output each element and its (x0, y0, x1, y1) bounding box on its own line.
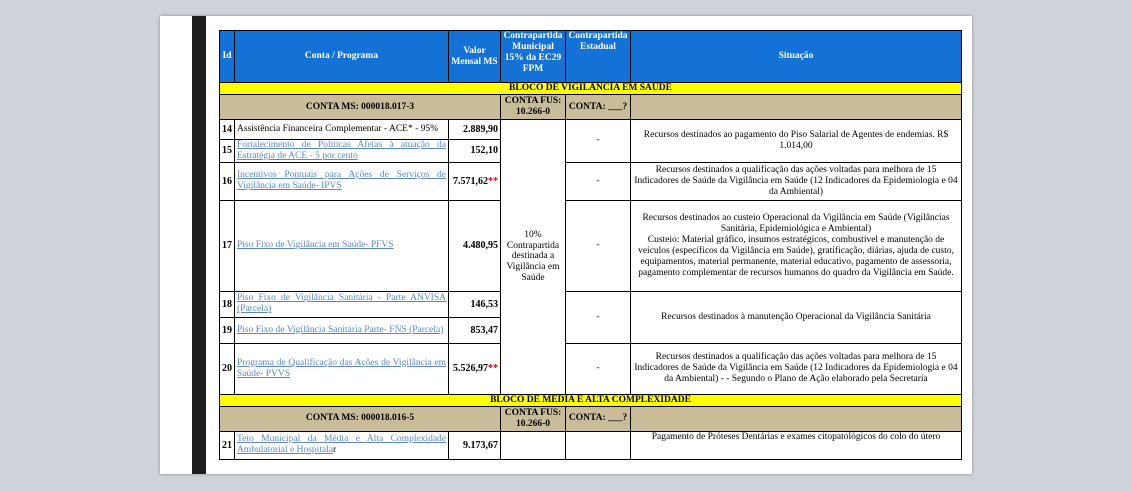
row-valor: 152,10 (449, 140, 501, 163)
header-valor: Valor Mensal MS (449, 31, 501, 83)
table-row (220, 162, 962, 200)
row-estadual: - (566, 120, 631, 163)
conta-row (220, 406, 962, 431)
row-estadual: - (566, 291, 631, 343)
row-situacao: Recursos destinados à manutenção Operacional da Vigilância Sanitária (631, 291, 962, 343)
table-row (220, 343, 962, 394)
row-estadual (566, 431, 631, 459)
header-contra-estadual: Contrapartida Estadual (566, 31, 631, 83)
block1-conta-empty (631, 95, 962, 120)
header-conta: Conta / Programa (235, 31, 449, 83)
row-valor: 9.173,67 (449, 431, 501, 459)
block1-conta-fus: CONTA FUS: 10.266-0 (501, 95, 566, 120)
table-row (220, 200, 962, 291)
block2-conta-est: CONTA: ___? (566, 406, 631, 431)
block2-conta-empty (631, 406, 962, 431)
row-situacao: Recursos destinados a qualificação das ações voltadas para melhora de 15 Indicadores de Saúde da Vigilância em Saúde (12 Indicadores da Epidemiologia e 04 da Ambiental) (631, 162, 962, 200)
row-valor: 146,53 (449, 291, 501, 317)
row-situacao: Recursos destinados ao pagamento do Piso Salarial de Agentes de endemias. R$ 1.014,00 (631, 120, 962, 163)
row-programa: Assistência Financeira Complementar - ACE* - 95% (235, 120, 449, 140)
block-title-row (220, 83, 962, 95)
block-title-row (220, 394, 962, 406)
row-id: 15 (220, 140, 235, 163)
row-programa-link[interactable]: Fortalecimento de Políticas Afetas à atuação da Estratégia de ACE - 5 por cento (235, 140, 449, 163)
row-estadual: - (566, 162, 631, 200)
block1-title: BLOCO DE VIGILÂNCIA EM SAÚDE (220, 83, 962, 95)
row-id: 17 (220, 200, 235, 291)
row-situacao: Recursos destinados a qualificação das ações voltadas para melhora de 15 Indicadores de Saúde da Vigilância em Saúde (12 Indicadores da Epidemiologia e 04 da Ambiental) - - Segundo o Plano de Ação elaborado pela Secretaria (631, 343, 962, 394)
header-situacao: Situação (631, 31, 962, 83)
row-valor: 4.480,95 (449, 200, 501, 291)
row-valor: 853,47 (449, 317, 501, 343)
row-id: 19 (220, 317, 235, 343)
row-programa-link[interactable]: Piso Fixo de Vigilância em Saúde- PFVS (235, 200, 449, 291)
row-valor: 5.526,97** (449, 343, 501, 394)
row-id: 18 (220, 291, 235, 317)
block1-conta-ms: CONTA MS: 000018.017-3 (220, 95, 501, 120)
document-page (160, 16, 972, 474)
row-id: 21 (220, 431, 235, 459)
block2-title: BLOCO DE MÉDIA E ALTA COMPLEXIDADE (220, 394, 962, 406)
row-estadual: - (566, 343, 631, 394)
row-situacao: Pagamento de Próteses Dentárias e exames citopatológicos do colo do útero (631, 431, 962, 459)
block2-conta-ms: CONTA MS: 000018.016-5 (220, 406, 501, 431)
table-row (220, 431, 962, 459)
situacao-paragraph: Recursos destinados ao custeio Operacional da Vigilância em Saúde (Vigilâncias Sanitária, Epidemiológica e Ambiental) (642, 213, 950, 234)
row-valor: 7.571,62** (449, 162, 501, 200)
table-row (220, 291, 962, 317)
conta-row (220, 95, 962, 120)
situacao-paragraph: Custeio: Material gráfico, insumos estratégicos, combustível e manutenção de veículos (específicos da Vigilância em Saúde), gratificação, diárias, ajuda de custo, equipamentos, material permanente, material educativo, pagamento de assessoria, pagamento complementar de recursos humanos do quadro da Vigilância em Saúde. (638, 234, 954, 278)
block2-conta-fus: CONTA FUS: 10.266-0 (501, 406, 566, 431)
row-programa-link[interactable]: Incentivos Pontuais para Ações de Serviços de Vigilância em Saúde- IPVS (235, 162, 449, 200)
header-row (220, 31, 962, 83)
row-id: 16 (220, 162, 235, 200)
row-id: 20 (220, 343, 235, 394)
row-programa-link[interactable]: Teto Municipal da Média e Alta Complexidade Ambulatorial e Hospitala (237, 434, 446, 456)
budget-table (219, 30, 962, 460)
row-estadual: - (566, 200, 631, 291)
header-id: Id (220, 31, 235, 83)
row-valor: 2.889,90 (449, 120, 501, 140)
header-contra-municipal: Contrapartida Municipal 15% da EC29 FPM (501, 31, 566, 83)
row-id: 14 (220, 120, 235, 140)
row-programa-link[interactable]: Piso Fixo de Vigilância Sanitária - Parte ANVISA (Parcela) (235, 291, 449, 317)
row-programa-link[interactable]: Piso Fixo de Vigilância Sanitária Parte- FNS (Parcela) (235, 317, 449, 343)
row-programa-link[interactable]: Programa de Qualificação das Ações de Vigilância em Saúde- PVVS (235, 343, 449, 394)
row-contrapartida (501, 431, 566, 459)
block1-contrapartida: 10% Contrapartida destinada a Vigilância em Saúde (501, 120, 566, 395)
row-situacao (631, 200, 962, 291)
table-row (220, 120, 962, 140)
row-programa: Teto Municipal da Média e Alta Complexidade Ambulatorial e Hospitalar (235, 431, 449, 459)
left-margin-bar (192, 16, 206, 474)
block1-conta-est: CONTA: ___? (566, 95, 631, 120)
